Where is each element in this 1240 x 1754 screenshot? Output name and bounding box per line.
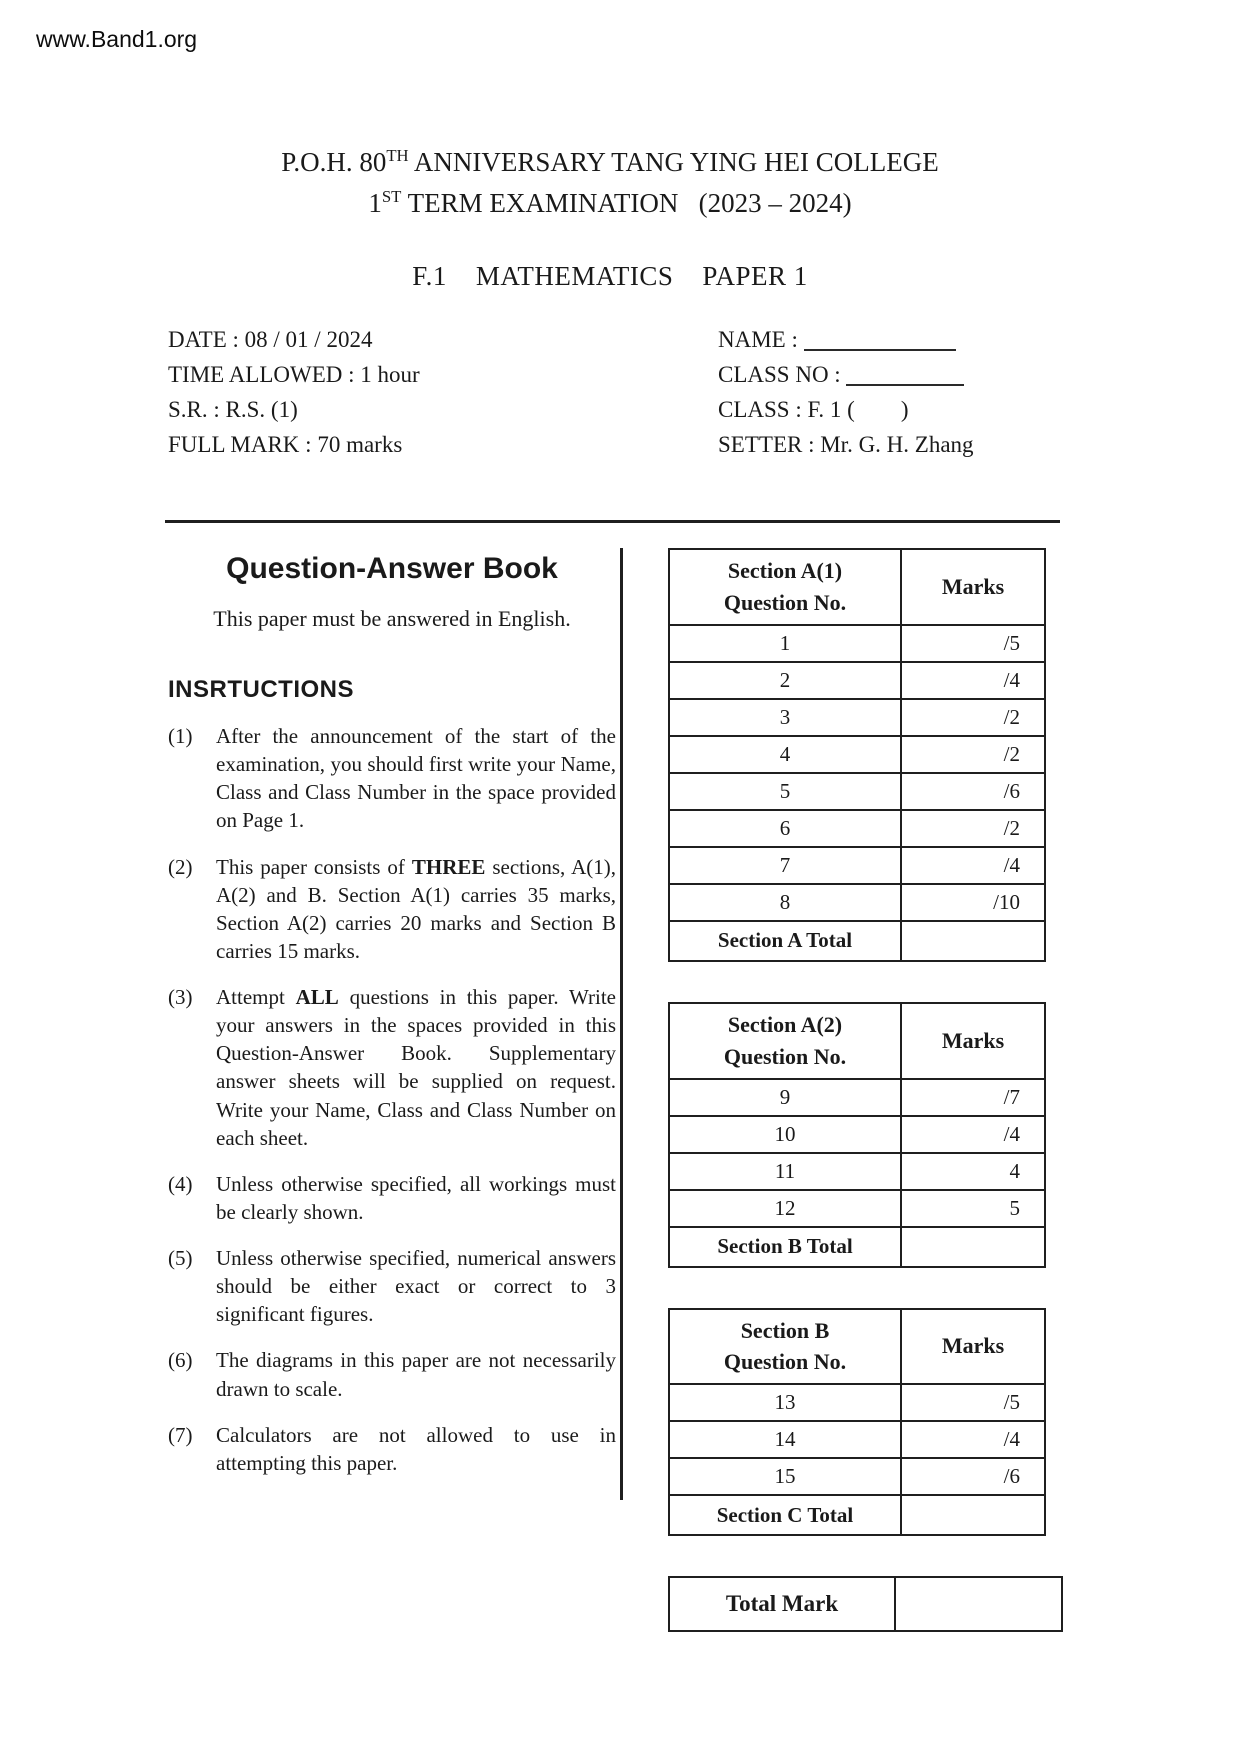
college-title-post: ANNIVERSARY TANG YING HEI COLLEGE [408, 147, 939, 177]
instruction-number: (2) [168, 854, 193, 879]
date-value: 08 / 01 / 2024 [238, 327, 373, 352]
marks-header-cell: Marks [901, 1309, 1045, 1385]
section-a2-marks-table [668, 1002, 1046, 1268]
question-no-header: Question No. [723, 1349, 847, 1375]
marks-cell: /5 [901, 1384, 1045, 1421]
marks-cell: /6 [901, 773, 1045, 810]
question-no-cell: 14 [669, 1421, 901, 1458]
college-title-sup: TH [386, 146, 409, 165]
full-mark-label: FULL MARK : [168, 432, 312, 457]
table-total-row [669, 1227, 1045, 1267]
question-no-cell: 10 [669, 1116, 901, 1153]
college-title [130, 146, 1090, 178]
time-allowed-value: 1 hour [354, 362, 420, 387]
section-header-cell [669, 549, 901, 625]
question-no-header: Question No. [723, 589, 847, 615]
table-row [669, 1116, 1045, 1153]
question-no-cell: 4 [669, 736, 901, 773]
name-row [718, 322, 1138, 357]
question-answer-book-title: Question-Answer Book [226, 552, 558, 585]
question-no-cell: 6 [669, 810, 901, 847]
table-row [669, 699, 1045, 736]
table-row [669, 1421, 1045, 1458]
table-header-row [669, 549, 1045, 625]
table-row [669, 810, 1045, 847]
paper-title: F.1 MATHEMATICS PAPER 1 [412, 261, 808, 291]
instructions-column [168, 552, 616, 1477]
table-header-row [669, 1003, 1045, 1079]
instruction-item-6 [168, 1346, 616, 1402]
marks-cell: 4 [901, 1153, 1045, 1190]
section-total-marks-cell [901, 921, 1045, 961]
section-name: Section A(2) [727, 1011, 843, 1037]
question-no-cell: 11 [669, 1153, 901, 1190]
question-no-cell: 3 [669, 699, 901, 736]
table-row [669, 1458, 1045, 1495]
table-row [669, 1190, 1045, 1227]
section-total-marks-cell [901, 1495, 1045, 1535]
exam-info-left [168, 322, 588, 462]
section-header-cell [669, 1309, 901, 1385]
marks-cell: /2 [901, 699, 1045, 736]
section-total-marks-cell [901, 1227, 1045, 1267]
instruction-text-pre: The diagrams in this paper are not necessarily drawn to scale. [216, 1348, 616, 1401]
name-label: NAME : [718, 327, 804, 352]
instruction-text-bold: ALL [295, 985, 339, 1009]
section-name: Section A(1) [727, 558, 843, 583]
instruction-text-pre: Unless otherwise specified, all workings must be clearly shown. [216, 1171, 616, 1224]
instruction-text-pre: This paper consists of [216, 854, 412, 879]
exam-term-pre: 1 [368, 188, 382, 218]
horizontal-divider [165, 520, 1060, 523]
sr-label: S.R. : [168, 397, 220, 422]
marks-cell: 5 [901, 1190, 1045, 1227]
instruction-item-3 [168, 983, 616, 1152]
instruction-text-pre: Unless otherwise specified, numerical answers should be either exact or correct to 3 significant figures. [216, 1246, 616, 1327]
table-total-row [669, 921, 1045, 961]
section-a1-marks-table [668, 548, 1046, 962]
total-mark-row [669, 1577, 1062, 1631]
instruction-text [216, 1421, 616, 1477]
marks-cell: /4 [901, 1116, 1045, 1153]
name-blank-line [804, 327, 956, 351]
section-name: Section B [740, 1317, 830, 1343]
question-no-cell: 7 [669, 847, 901, 884]
class-label: CLASS : [718, 397, 802, 422]
total-mark-value-cell [895, 1577, 1062, 1631]
date-label: DATE : [168, 327, 239, 352]
sr-row [168, 392, 588, 427]
exam-info-right [718, 322, 1138, 462]
instruction-item-4 [168, 1170, 616, 1226]
instruction-number: (5) [168, 1246, 193, 1270]
instruction-text-post: sections, A(1), A(2) and B. Section A(1) carries 35 marks, Section A(2) carries 20 marks and Section B carries 15 marks. [216, 854, 616, 963]
marks-cell: /2 [901, 810, 1045, 847]
instruction-text [216, 1170, 616, 1226]
marks-cell: /4 [901, 662, 1045, 699]
marks-cell: /2 [901, 736, 1045, 773]
instruction-text [216, 983, 616, 1152]
instruction-text-pre: Calculators are not allowed to use in attempting this paper. [216, 1422, 616, 1475]
exam-term-sup: ST [381, 187, 402, 206]
question-no-cell: 1 [669, 625, 901, 662]
time-allowed-label: TIME ALLOWED : [168, 362, 355, 387]
exam-term-post: TERM EXAMINATION (2023 – 2024) [401, 188, 852, 218]
instruction-item-2 [168, 853, 616, 966]
marks-tables-column [668, 548, 1032, 1672]
class-value: F. 1 ( ) [801, 397, 909, 422]
sr-value: R.S. (1) [219, 397, 298, 422]
question-no-cell: 5 [669, 773, 901, 810]
instruction-text [216, 1244, 616, 1328]
table-header-row [669, 1309, 1045, 1385]
class-no-label: CLASS NO : [718, 362, 847, 387]
instructions-heading: INSRTUCTIONS [168, 676, 354, 703]
instruction-text [216, 853, 616, 966]
instruction-text-bold: THREE [411, 854, 486, 879]
question-no-cell: 2 [669, 662, 901, 699]
instruction-text-pre: Attempt [216, 985, 296, 1009]
table-row [669, 773, 1045, 810]
marks-header-cell: Marks [901, 549, 1045, 625]
section-total-label: Section A Total [669, 921, 901, 961]
college-title-pre: P.O.H. 80 [281, 147, 387, 177]
instruction-item-1 [168, 722, 616, 835]
table-total-row [669, 1495, 1045, 1535]
total-mark-label: Total Mark [669, 1577, 895, 1631]
full-mark-value: 70 marks [311, 432, 403, 457]
instruction-text [216, 1346, 616, 1402]
question-no-header: Question No. [723, 1043, 847, 1069]
marks-cell: /5 [901, 625, 1045, 662]
marks-cell: /4 [901, 1421, 1045, 1458]
table-row [669, 625, 1045, 662]
table-row [669, 1153, 1045, 1190]
instruction-number: (4) [168, 1171, 193, 1196]
table-row [669, 1079, 1045, 1116]
section-total-label: Section C Total [669, 1495, 901, 1535]
table-row [669, 847, 1045, 884]
marks-cell: /6 [901, 1458, 1045, 1495]
marks-cell: /7 [901, 1079, 1045, 1116]
question-no-cell: 12 [669, 1190, 901, 1227]
instruction-number: (3) [168, 985, 193, 1009]
table-row [669, 1384, 1045, 1421]
section-total-label: Section B Total [669, 1227, 901, 1267]
marks-cell: /10 [901, 884, 1045, 921]
table-row [669, 884, 1045, 921]
instruction-item-7 [168, 1421, 616, 1477]
section-b-marks-table [668, 1308, 1046, 1537]
instruction-number: (7) [168, 1422, 193, 1447]
question-no-cell: 9 [669, 1079, 901, 1116]
class-no-blank-line [846, 362, 964, 386]
instruction-number: (6) [168, 1348, 193, 1373]
instruction-text [216, 722, 616, 835]
class-no-row [718, 357, 1138, 392]
instruction-text-post: questions in this paper. Write your answers in the spaces provided in this Question-Answer Book. Supplementary answer sheets will be supplied on request. Write your Name, Class and Class Number on each sheet. [216, 985, 616, 1150]
full-mark-row [168, 427, 588, 462]
section-header-cell [669, 1003, 901, 1079]
question-no-cell: 15 [669, 1458, 901, 1495]
table-row [669, 662, 1045, 699]
exam-header [130, 146, 1090, 292]
marks-header-cell: Marks [901, 1003, 1045, 1079]
question-no-cell: 13 [669, 1384, 901, 1421]
setter-label: SETTER : [718, 432, 815, 457]
setter-row [718, 427, 1138, 462]
total-mark-table [668, 1576, 1063, 1632]
date-row [168, 322, 588, 357]
question-no-cell: 8 [669, 884, 901, 921]
instruction-number: (1) [168, 724, 193, 748]
instruction-text-pre: After the announcement of the start of the examination, you should first write your Name, Class and Class Number in the space provided on Page 1. [216, 724, 616, 833]
vertical-divider [620, 548, 623, 1500]
watermark-text: www.Band1.org [36, 26, 198, 52]
marks-cell: /4 [901, 847, 1045, 884]
class-row [718, 392, 1138, 427]
time-allowed-row [168, 357, 588, 392]
answer-language-note: This paper must be answered in English. [213, 606, 571, 631]
exam-term-title [130, 187, 1090, 219]
setter-value: Mr. G. H. Zhang [814, 432, 974, 457]
table-row [669, 736, 1045, 773]
instruction-item-5 [168, 1244, 616, 1328]
